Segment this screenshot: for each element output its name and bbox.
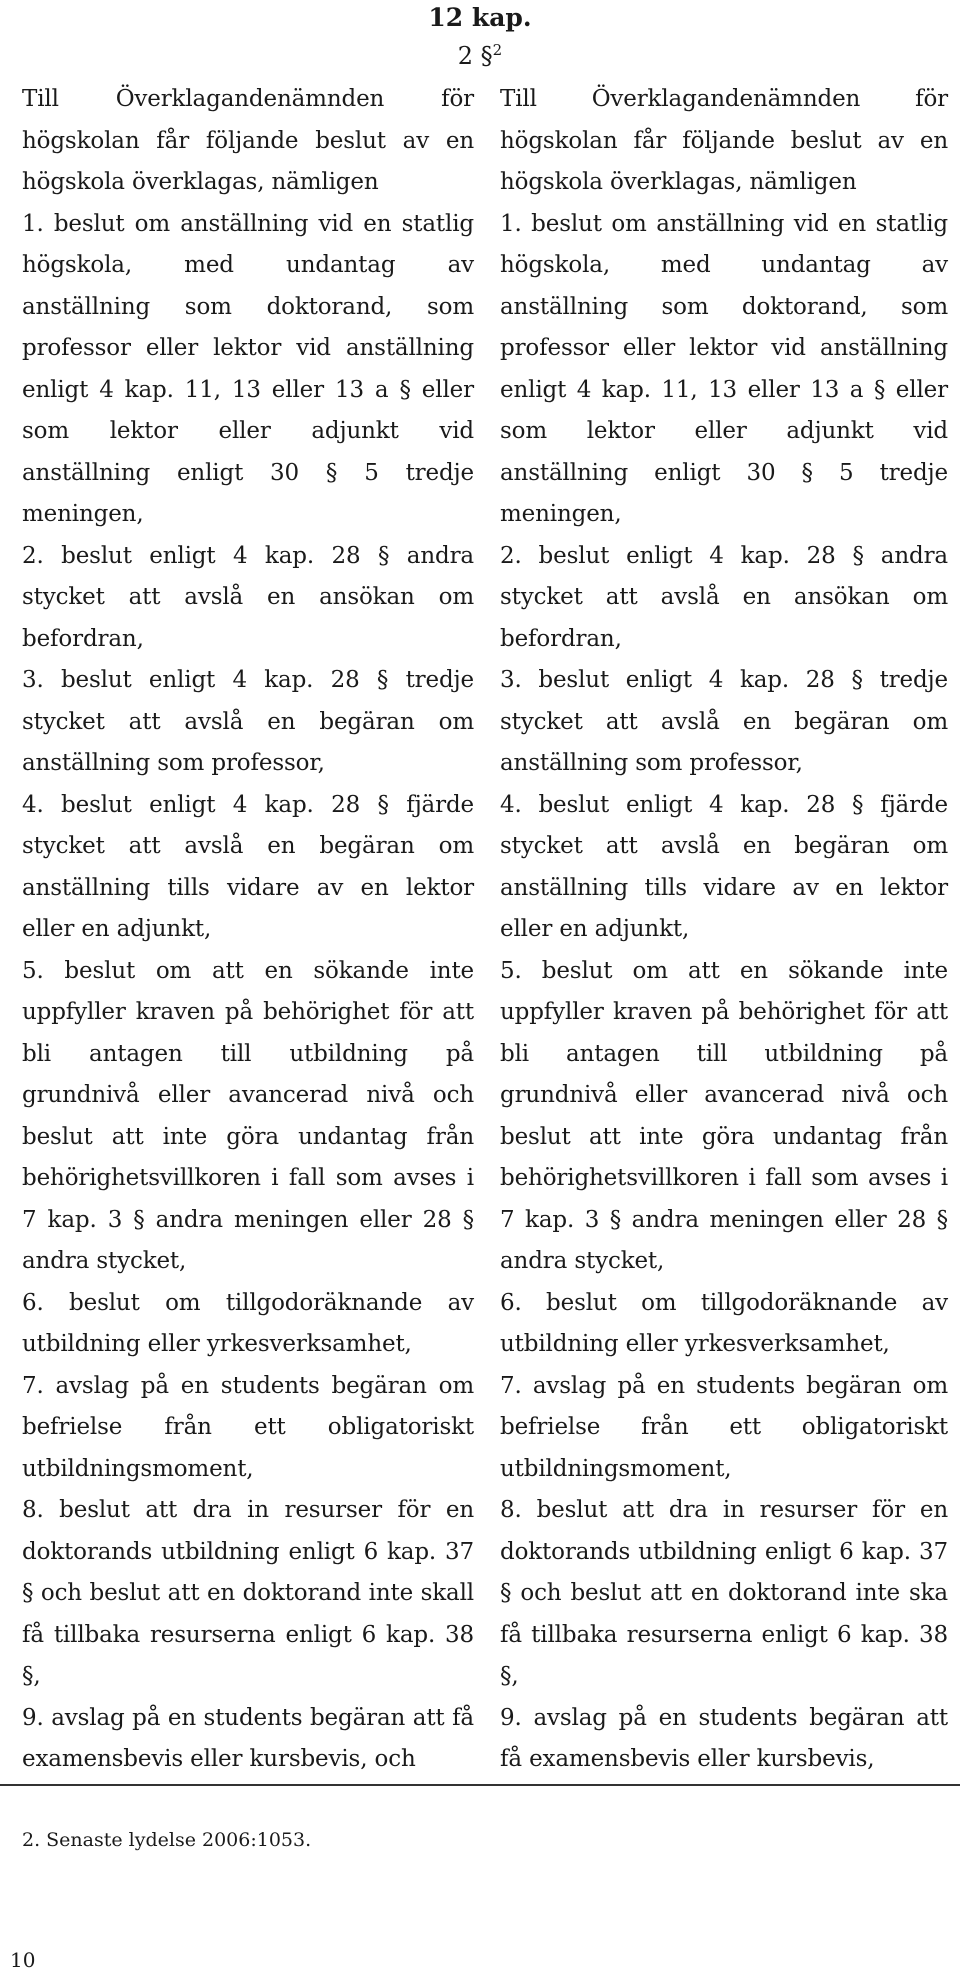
left-list-item-1: 1. beslut om anställning vid en statlig högskola, med undantag av anställning som doktorand, som professor eller lektor vid anställning enligt 4 kap. 11, 13 eller 13 a § eller som lektor eller adjunkt vid anställning enligt 30 § 5 tredje meningen, <box>22 210 474 527</box>
left-column-current-text <box>22 79 474 1781</box>
left-list-item-3: 3. beslut enligt 4 kap. 28 § tredje stycket att avslå en begäran om anställning som professor, <box>22 667 474 776</box>
right-column-proposed-text <box>500 79 948 1781</box>
right-list-item-3: 3. beslut enligt 4 kap. 28 § tredje stycket att avslå en begäran om anställning som professor, <box>500 667 948 776</box>
section-label: 2 § <box>457 42 493 70</box>
chapter-heading: 12 kap. <box>428 3 532 32</box>
left-list-item-8: 8. beslut att dra in resurser för en doktorands utbildning enligt 6 kap. 37 § och beslut att en doktorand inte skall få tillbaka resurserna enligt 6 kap. 38 §, <box>22 1497 474 1689</box>
right-list-item-7: 7. avslag på en students begäran om befrielse från ett obligatoriskt utbildningsmoment, <box>500 1372 948 1482</box>
left-list-item-6: 6. beslut om tillgodoräknande av utbildning eller yrkesverksamhet, <box>22 1289 474 1357</box>
left-list-item-9: 9. avslag på en students begäran att få examensbevis eller kursbevis, och <box>22 1704 474 1772</box>
page-number: 10 <box>10 1948 36 1972</box>
right-list-item-2: 2. beslut enligt 4 kap. 28 § andra stycket att avslå en ansökan om befordran, <box>500 542 948 652</box>
right-list-item-6: 6. beslut om tillgodoräknande av utbildning eller yrkesverksamhet, <box>500 1289 948 1357</box>
footnote: 2. Senaste lydelse 2006:1053. <box>22 1829 312 1851</box>
right-list-item-8: 8. beslut att dra in resurser för en doktorands utbildning enligt 6 kap. 37 § och beslut att en doktorand inte ska få tillbaka resurserna enligt 6 kap. 38 §, <box>500 1497 948 1689</box>
footnote-reference: 2 <box>492 41 503 59</box>
right-list-item-4: 4. beslut enligt 4 kap. 28 § fjärde stycket att avslå en begäran om anställning tills vidare av en lektor eller en adjunkt, <box>500 791 948 942</box>
left-intro-paragraph: Till Överklagandenämnden för högskolan får följande beslut av en högskola överklagas, nämligen <box>22 86 474 195</box>
left-list-item-4: 4. beslut enligt 4 kap. 28 § fjärde stycket att avslå en begäran om anställning tills vidare av en lektor eller en adjunkt, <box>22 791 474 942</box>
section-number <box>440 36 520 76</box>
left-list-item-2: 2. beslut enligt 4 kap. 28 § andra stycket att avslå en ansökan om befordran, <box>22 542 474 652</box>
right-list-item-1: 1. beslut om anställning vid en statlig högskola, med undantag av anställning som doktorand, som professor eller lektor vid anställning enligt 4 kap. 11, 13 eller 13 a § eller som lektor eller adjunkt vid anställning enligt 30 § 5 tredje meningen, <box>500 210 948 527</box>
right-list-item-5: 5. beslut om att en sökande inte uppfyller kraven på behörighet för att bli antagen till utbildning på grundnivå eller avancerad nivå och beslut att inte göra undantag från behörighetsvillkoren i fall som avses i 7 kap. 3 § andra meningen eller 28 § andra stycket, <box>500 957 948 1274</box>
left-list-item-5: 5. beslut om att en sökande inte uppfyller kraven på behörighet för att bli antagen till utbildning på grundnivå eller avancerad nivå och beslut att inte göra undantag från behörighetsvillkoren i fall som avses i 7 kap. 3 § andra meningen eller 28 § andra stycket, <box>22 957 474 1274</box>
footnote-divider <box>0 1784 960 1786</box>
right-intro-paragraph: Till Överklagandenämnden för högskolan får följande beslut av en högskola överklagas, nämligen <box>500 86 948 195</box>
left-list-item-7: 7. avslag på en students begäran om befrielse från ett obligatoriskt utbildningsmoment, <box>22 1372 474 1482</box>
right-list-item-9: 9. avslag på en students begäran att få examensbevis eller kursbevis, <box>500 1704 948 1772</box>
